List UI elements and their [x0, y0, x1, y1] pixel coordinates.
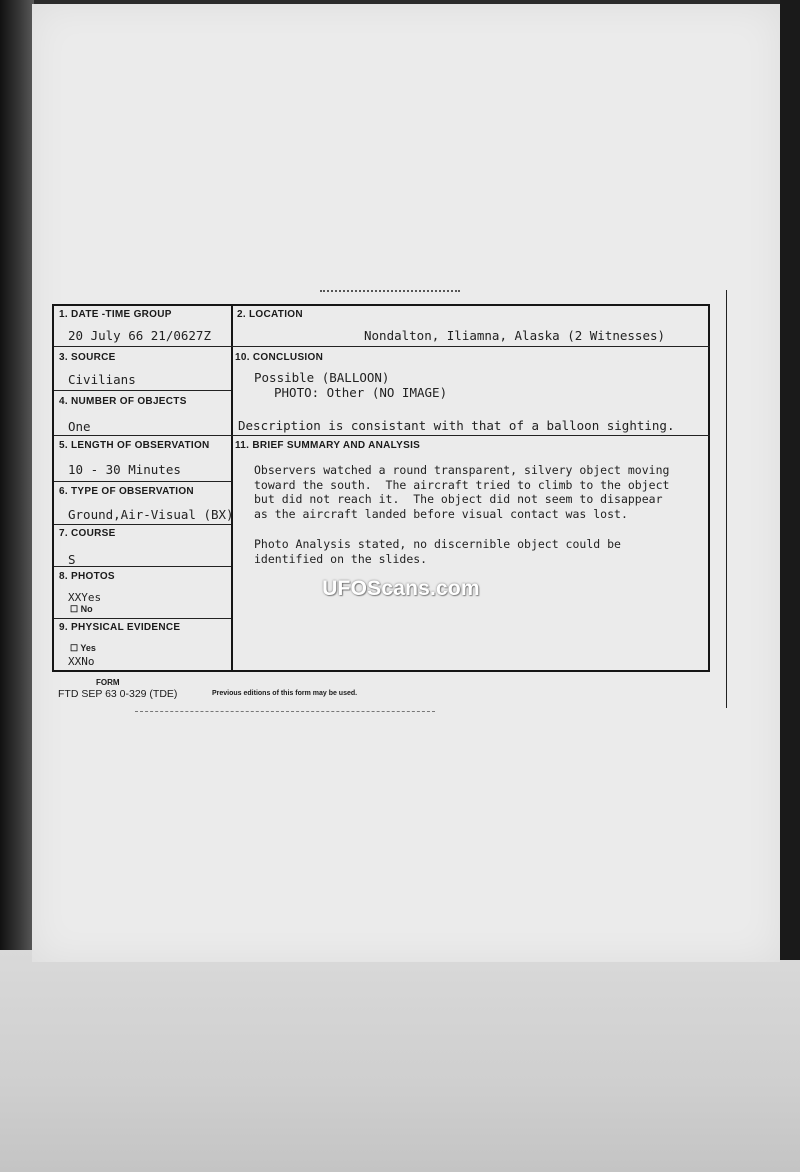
- conclusion-label: 10. CONCLUSION: [235, 352, 324, 363]
- conclusion-description: Description is consistant with that of a balloon sighting.: [238, 418, 675, 433]
- photos-label: 8. PHOTOS: [59, 571, 115, 582]
- row-divider: [54, 346, 231, 347]
- conclusion-photo: PHOTO: Other (NO IMAGE): [274, 385, 448, 400]
- watermark: UFOScans.com: [322, 577, 480, 600]
- source-value: Civilians: [68, 372, 136, 387]
- type-of-observation-label: 6. TYPE OF OBSERVATION: [59, 486, 194, 497]
- physical-yes-option: [70, 643, 96, 654]
- form-notice: Previous editions of this form may be used.: [212, 690, 358, 697]
- right-border-line: [726, 290, 727, 708]
- location-label: 2. LOCATION: [237, 309, 303, 320]
- physical-evidence-label: 9. PHYSICAL EVIDENCE: [59, 622, 181, 633]
- checkbox-icon: ☐: [70, 643, 79, 653]
- summary-paragraph-2: Photo Analysis stated, no discernible object could be identified on the slides.: [254, 537, 621, 566]
- stamp-residue: [320, 290, 460, 296]
- photos-no-option: [70, 604, 93, 615]
- project-record-card: [52, 304, 710, 672]
- row-divider: [54, 618, 231, 619]
- summary-paragraph-1: Observers watched a round transparent, silvery object moving toward the south. The aircraft tried to climb to the object but did not reach it. The object did not seem to disappear as the aircraft landed before visual contact was lost.: [254, 463, 670, 521]
- course-label: 7. COURSE: [59, 528, 116, 539]
- row-divider: [54, 390, 231, 391]
- photos-yes: XXYes: [68, 591, 102, 604]
- form-id: FTD SEP 63 0-329 (TDE): [58, 688, 178, 700]
- physical-no: XXNo: [68, 655, 95, 668]
- physical-yes: Yes: [80, 643, 96, 653]
- scan-right-edge: [780, 0, 800, 960]
- length-of-observation-label: 5. LENGTH OF OBSERVATION: [59, 440, 210, 451]
- length-of-observation-value: 10 - 30 Minutes: [68, 462, 181, 477]
- row-divider: [54, 566, 231, 567]
- row-divider: [54, 481, 231, 482]
- scan-left-edge: [0, 0, 34, 950]
- row-divider: [231, 346, 710, 347]
- type-of-observation-value: Ground,Air-Visual (BX): [68, 507, 234, 522]
- summary-label: 11. BRIEF SUMMARY AND ANALYSIS: [235, 440, 421, 451]
- photos-no: No: [80, 604, 93, 614]
- form-word: FORM: [96, 678, 120, 687]
- date-time-label: 1. DATE -TIME GROUP: [59, 309, 172, 320]
- source-label: 3. SOURCE: [59, 352, 116, 363]
- date-time-value: 20 July 66 21/0627Z: [68, 328, 211, 343]
- row-divider: [54, 435, 231, 436]
- number-of-objects-label: 4. NUMBER OF OBJECTS: [59, 396, 187, 407]
- card-divider: [231, 306, 233, 670]
- course-value: S: [68, 552, 76, 567]
- number-of-objects-value: One: [68, 419, 91, 434]
- footer-rule: [135, 711, 435, 712]
- conclusion-primary: Possible (BALLOON): [254, 370, 390, 385]
- checkbox-icon: ☐: [70, 604, 79, 614]
- backing-board: [0, 950, 800, 1172]
- row-divider: [54, 524, 231, 525]
- location-value: Nondalton, Iliamna, Alaska (2 Witnesses): [364, 328, 666, 343]
- row-divider: [231, 435, 710, 436]
